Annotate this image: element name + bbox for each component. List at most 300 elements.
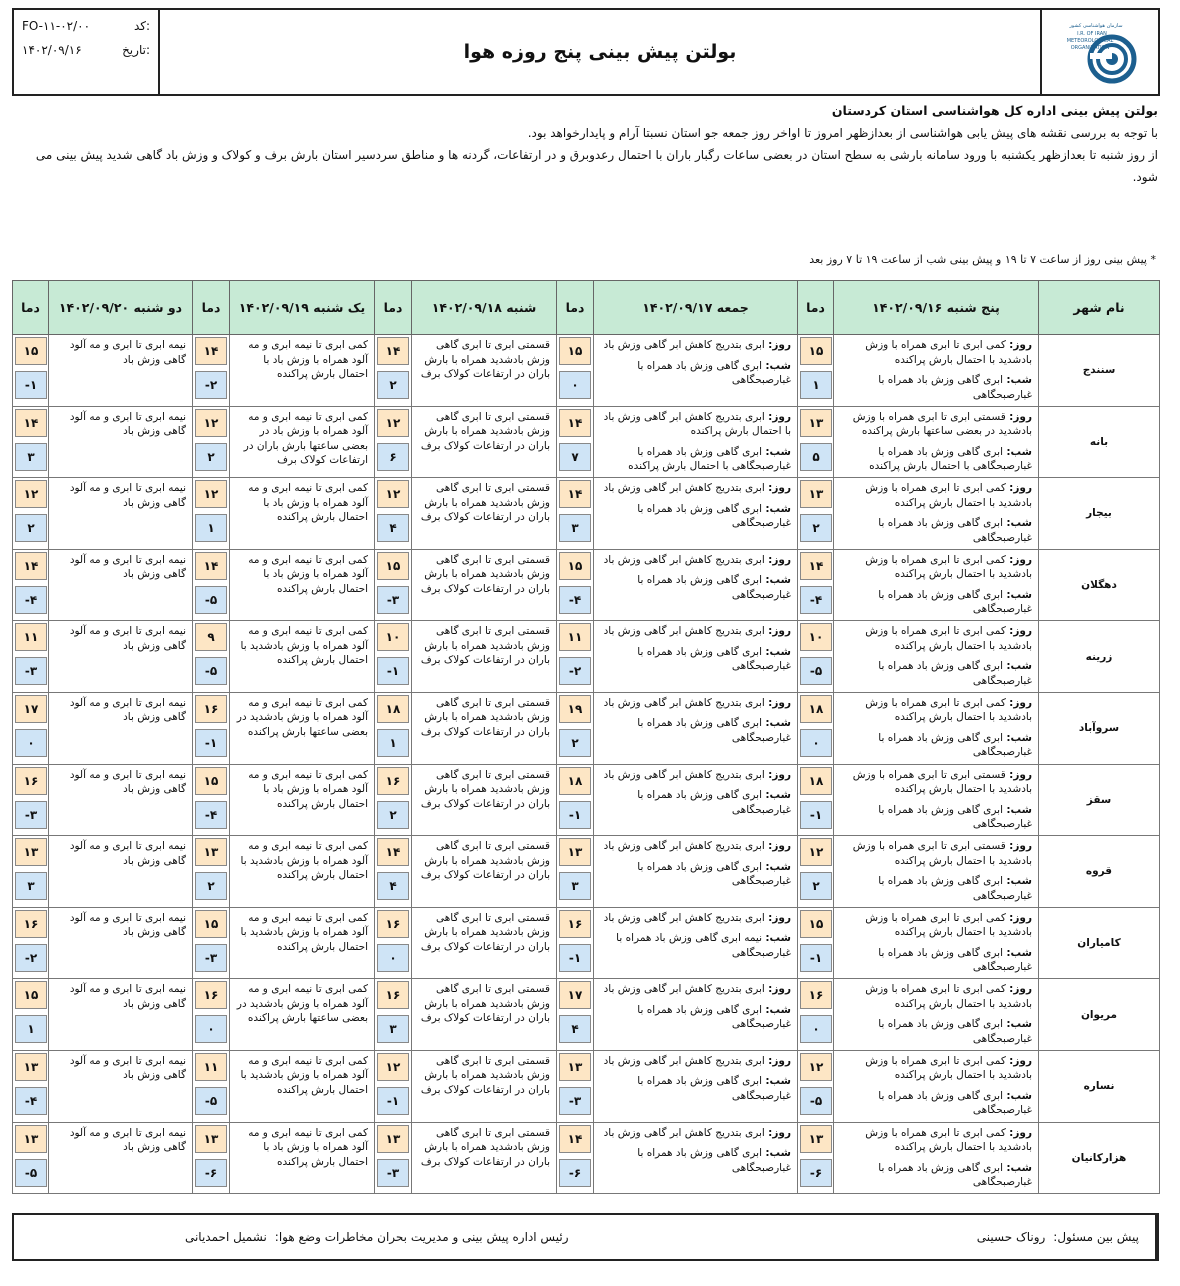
night-forecast — [838, 1017, 1032, 1046]
min-temperature: ۳ — [559, 872, 591, 900]
forecast-description: قسمتی ابری تا ابری گاهی وزش بادشدید همراه با بارش باران در ارتفاعات کولاک برف — [412, 1122, 557, 1194]
temperature-cell — [193, 335, 230, 407]
min-temperature: -۶ — [800, 1159, 832, 1187]
forecast-description — [834, 764, 1039, 836]
day-label: روز: — [768, 625, 791, 638]
max-temperature: ۱۶ — [195, 695, 227, 723]
night-forecast-text: ابری گاهی وزش باد همراه با غبارصبحگاهی — [637, 359, 791, 386]
max-temperature: ۱۵ — [800, 910, 832, 938]
day-forecast-text: ابری بتدریج کاهش ابر گاهی وزش باد — [603, 482, 765, 495]
day-forecast-text: قسمتی ابری تا ابری همراه با وزش بادشدید با احتمال بارش پراکنده — [852, 840, 1032, 867]
day-forecast-text: قسمتی ابری تا ابری همراه با وزش بادشدید با احتمال بارش پراکنده — [852, 768, 1032, 796]
table-row — [13, 478, 1160, 550]
min-temperature: -۱ — [800, 944, 832, 972]
day-label: روز: — [768, 911, 791, 924]
max-temperature: ۱۲ — [195, 409, 227, 437]
night-label: شب: — [1006, 517, 1032, 530]
min-temperature: ۲ — [800, 872, 832, 900]
day-label: روز: — [1009, 625, 1032, 638]
temperature-cell — [375, 1050, 412, 1122]
table-row — [13, 1122, 1160, 1194]
forecast-description: نیمه ابری تا ابری و مه آلود گاهی وزش باد — [49, 1050, 193, 1122]
max-temperature: ۱۵ — [195, 767, 227, 795]
day-label: روز: — [1009, 410, 1032, 423]
day-label: روز: — [768, 840, 791, 853]
max-temperature: ۱۴ — [559, 409, 591, 437]
forecast-description: کمی ابری تا نیمه ابری و مه آلود همراه با وزش باد با احتمال بارش پراکنده — [230, 335, 375, 407]
forecast-description: کمی ابری تا نیمه ابری و مه آلود همراه با وزش بادشدید در بعضی ساعتها بارش پراکنده — [230, 692, 375, 764]
temperature-cell — [557, 335, 594, 407]
max-temperature: ۱۶ — [377, 910, 409, 938]
day-forecast-text: ابری بتدریج کاهش ابر گاهی وزش باد — [603, 553, 765, 566]
max-temperature: ۱۲ — [15, 480, 47, 508]
night-label: شب: — [765, 932, 791, 945]
temperature-cell — [375, 836, 412, 908]
min-temperature: ۰ — [15, 729, 47, 757]
forecast-description: قسمتی ابری تا ابری گاهی وزش بادشدید همراه با بارش باران در ارتفاعات کولاک برف — [412, 836, 557, 908]
day-forecast-text: کمی ابری تا ابری همراه با وزش بادشدید با احتمال بارش پراکنده — [865, 625, 1032, 652]
day-forecast-text: ابری بتدریج کاهش ابر گاهی وزش باد با احتمال بارش پراکنده — [603, 410, 791, 438]
forecast-description — [594, 1050, 798, 1122]
forecast-description: نیمه ابری تا ابری و مه آلود گاهی وزش باد — [49, 907, 193, 979]
max-temperature: ۱۶ — [15, 910, 47, 938]
temperature-cell — [193, 549, 230, 621]
max-temperature: ۹ — [195, 623, 227, 651]
night-forecast-text: ابری گاهی وزش باد همراه با غبارصبحگاهی — [637, 645, 791, 673]
min-temperature: -۵ — [800, 1087, 832, 1115]
temperature-cell — [375, 1122, 412, 1194]
min-temperature: -۳ — [377, 1159, 409, 1187]
day-forecast — [838, 624, 1032, 653]
forecaster-name: روناک حسینی — [976, 1230, 1046, 1244]
max-temperature: ۱۴ — [195, 552, 227, 580]
night-forecast — [598, 1003, 791, 1032]
min-temperature: -۳ — [195, 944, 227, 972]
max-temperature: ۱۴ — [800, 552, 832, 580]
chief-label: رئیس اداره پیش بینی و مدیریت بحران مخاطرات وضع هوا: — [274, 1230, 569, 1244]
night-forecast-text: ابری گاهی وزش باد همراه با غبارصبحگاهی — [878, 803, 1032, 831]
signature-block — [12, 1213, 1159, 1261]
forecast-description: کمی ابری تا نیمه ابری و مه آلود همراه با وزش باد با احتمال بارش پراکنده — [230, 764, 375, 836]
forecast-description: نیمه ابری تا ابری و مه آلود گاهی وزش باد — [49, 1122, 193, 1194]
max-temperature: ۱۴ — [377, 337, 409, 365]
temperature-cell — [375, 549, 412, 621]
day-label: روز: — [1009, 553, 1032, 566]
summary-paragraph-1: با توجه به بررسی نقشه های پیش یابی هواشناسی از بعدازظهر امروز تا اواخر روز جمعه جو استان نسبتا آرام و پایدارخواهد بود. — [527, 126, 1158, 140]
night-forecast — [598, 860, 791, 889]
city-name: سنندج — [1039, 335, 1160, 407]
min-temperature: -۵ — [195, 586, 227, 614]
max-temperature: ۱۹ — [559, 695, 591, 723]
day-forecast — [598, 481, 791, 496]
min-temperature: ۲ — [15, 514, 47, 542]
temperature-cell — [375, 406, 412, 478]
day-forecast-text: کمی ابری تا ابری همراه با وزش بادشدید با احتمال بارش پراکنده — [865, 983, 1032, 1010]
max-temperature: ۱۴ — [195, 337, 227, 365]
night-label: شب: — [1006, 803, 1032, 816]
temperature-cell — [193, 406, 230, 478]
night-label: شب: — [765, 717, 791, 730]
night-forecast — [598, 573, 791, 602]
night-label: شب: — [1006, 731, 1032, 744]
min-temperature: -۱ — [377, 657, 409, 685]
city-name: کامیاران — [1039, 907, 1160, 979]
day-header: یک شنبه ۱۴۰۲/۰۹/۱۹ — [230, 281, 375, 335]
min-temperature: ۰ — [559, 371, 591, 399]
min-temperature: ۱ — [377, 729, 409, 757]
temperature-cell — [798, 907, 834, 979]
forecast-description — [594, 692, 798, 764]
forecast-description: نیمه ابری تا ابری و مه آلود گاهی وزش باد — [49, 478, 193, 550]
temperature-cell — [13, 335, 49, 407]
temp-header: دما — [13, 281, 49, 335]
night-forecast-text: ابری گاهی وزش باد همراه با غبارصبحگاهی با احتمال بارش پراکنده — [869, 445, 1032, 473]
night-label: شب: — [765, 1075, 791, 1088]
day-forecast — [838, 768, 1032, 797]
temperature-cell — [13, 764, 49, 836]
temperature-cell — [375, 335, 412, 407]
city-name: سقز — [1039, 764, 1160, 836]
forecast-description: کمی ابری تا نیمه ابری و مه آلود همراه با وزش باد با احتمال بارش پراکنده — [230, 1122, 375, 1194]
day-label: روز: — [1009, 482, 1032, 495]
date-value: ۱۴۰۲/۰۹/۱۶ — [22, 43, 82, 57]
night-label: شب: — [765, 574, 791, 587]
svg-text:سازمان هواشناسی کشور: سازمان هواشناسی کشور — [1069, 23, 1123, 29]
forecast-description — [594, 549, 798, 621]
max-temperature: ۱۳ — [559, 838, 591, 866]
forecast-description: کمی ابری تا نیمه ابری و مه آلود همراه با وزش بادشدید در بعضی ساعتها بارش پراکنده — [230, 979, 375, 1051]
day-forecast — [838, 839, 1032, 868]
day-forecast-text: کمی ابری تا ابری همراه با وزش بادشدید با احتمال بارش پراکنده — [865, 696, 1032, 724]
meteorological-organization-logo — [1040, 10, 1158, 94]
night-label: شب: — [1006, 1018, 1032, 1031]
day-label: روز: — [768, 410, 791, 423]
temperature-cell — [798, 979, 834, 1051]
day-forecast-text: ابری بتدریج کاهش ابر گاهی وزش باد — [603, 1054, 765, 1067]
min-temperature: -۳ — [15, 657, 47, 685]
day-forecast-text: کمی ابری تا ابری همراه با وزش بادشدید با احتمال بارش پراکنده — [865, 1054, 1032, 1082]
temperature-cell — [375, 907, 412, 979]
forecast-description: قسمتی ابری تا ابری گاهی وزش بادشدید همراه با بارش باران در ارتفاعات کولاک برف — [412, 764, 557, 836]
max-temperature: ۱۵ — [377, 552, 409, 580]
day-forecast — [598, 624, 791, 639]
night-forecast — [838, 516, 1032, 545]
city-name: دهگلان — [1039, 549, 1160, 621]
max-temperature: ۱۴ — [377, 838, 409, 866]
night-label: شب: — [765, 1147, 791, 1160]
night-forecast — [598, 359, 791, 388]
min-temperature: -۴ — [15, 586, 47, 614]
night-forecast — [838, 803, 1032, 832]
min-temperature: ۰ — [800, 1015, 832, 1043]
min-temperature: -۴ — [559, 586, 591, 614]
night-label: شب: — [765, 502, 791, 515]
night-forecast-text: ابری گاهی وزش باد همراه با غبارصبحگاهی — [878, 517, 1032, 544]
forecast-description: کمی ابری تا نیمه ابری و مه آلود همراه با وزش بادشدید با احتمال بارش پراکنده — [230, 907, 375, 979]
table-header-row — [13, 281, 1160, 335]
day-header: دو شنبه ۱۴۰۲/۰۹/۲۰ — [49, 281, 193, 335]
forecast-description — [594, 406, 798, 478]
min-temperature: -۳ — [15, 801, 47, 829]
temperature-cell — [557, 1050, 594, 1122]
forecast-description: نیمه ابری تا ابری و مه آلود گاهی وزش باد — [49, 335, 193, 407]
temperature-cell — [13, 907, 49, 979]
forecast-description: نیمه ابری تا ابری و مه آلود گاهی وزش باد — [49, 764, 193, 836]
forecast-time-footnote: * پیش بینی روز از ساعت ۷ تا ۱۹ و پیش بینی شب از ساعت ۱۹ تا ۷ روز بعد — [809, 253, 1156, 266]
temperature-cell — [375, 764, 412, 836]
forecast-description — [834, 692, 1039, 764]
night-forecast — [838, 946, 1032, 975]
temperature-cell — [13, 1122, 49, 1194]
temp-header: دما — [193, 281, 230, 335]
temperature-cell — [13, 1050, 49, 1122]
temperature-cell — [193, 1122, 230, 1194]
max-temperature: ۱۳ — [15, 838, 47, 866]
max-temperature: ۱۸ — [559, 767, 591, 795]
temperature-cell — [798, 621, 834, 693]
forecast-description: کمی ابری تا نیمه ابری و مه آلود همراه با وزش بادشدید با احتمال بارش پراکنده — [230, 1050, 375, 1122]
night-label: شب: — [1006, 946, 1032, 959]
temperature-cell — [557, 478, 594, 550]
min-temperature: -۵ — [800, 657, 832, 685]
max-temperature: ۱۵ — [15, 337, 47, 365]
max-temperature: ۱۳ — [800, 480, 832, 508]
night-forecast-text: ابری گاهی وزش باد همراه با غبارصبحگاهی — [878, 731, 1032, 759]
summary-title: بولتن پیش بینی اداره کل هواشناسی استان کردستان — [831, 103, 1158, 118]
max-temperature: ۱۴ — [15, 409, 47, 437]
city-header: نام شهر — [1039, 281, 1160, 335]
min-temperature: ۲ — [800, 514, 832, 542]
logo-icon — [1050, 17, 1150, 87]
night-label: شب: — [1006, 588, 1032, 601]
temperature-cell — [557, 979, 594, 1051]
temperature-cell — [13, 836, 49, 908]
date-label: تاریخ: — [122, 43, 150, 57]
min-temperature: -۵ — [15, 1159, 47, 1187]
forecast-description: نیمه ابری تا ابری و مه آلود گاهی وزش باد — [49, 549, 193, 621]
max-temperature: ۱۷ — [15, 695, 47, 723]
night-forecast-text: ابری گاهی وزش باد همراه با غبارصبحگاهی — [878, 660, 1032, 687]
summary-paragraph-2: از روز شنبه تا بعدازظهر یکشنبه با ورود سامانه بارشی به سطح استان در بعضی ساعات رگبار باران با احتمال رعدوبرق و در ارتفاعات، گردنه ها و مناطق سردسیر استان بارش برف و کولاک و وزش باد گاهی شدید پیش بینی می شود. — [35, 148, 1158, 184]
temperature-cell — [557, 764, 594, 836]
temperature-cell — [193, 1050, 230, 1122]
night-label: شب: — [765, 860, 791, 873]
night-label: شب: — [765, 359, 791, 372]
day-forecast — [838, 1126, 1032, 1155]
day-forecast-text: ابری بتدریج کاهش ابر گاهی وزش باد — [603, 983, 765, 996]
night-forecast-text: ابری گاهی وزش باد همراه با غبارصبحگاهی — [637, 1075, 791, 1102]
forecast-description — [834, 979, 1039, 1051]
min-temperature: ۰ — [377, 944, 409, 972]
min-temperature: ۳ — [559, 514, 591, 542]
max-temperature: ۱۳ — [195, 838, 227, 866]
svg-text:ORGANIZATION: ORGANIZATION — [1070, 45, 1110, 51]
day-label: روز: — [1009, 1054, 1032, 1067]
temperature-cell — [375, 692, 412, 764]
max-temperature: ۱۲ — [377, 1053, 409, 1081]
temperature-cell — [557, 406, 594, 478]
temperature-cell — [798, 692, 834, 764]
night-label: شب: — [1006, 374, 1032, 386]
temperature-cell — [557, 907, 594, 979]
day-forecast — [598, 982, 791, 997]
night-forecast-text: ابری گاهی وزش باد همراه با غبارصبحگاهی — [878, 875, 1032, 902]
temperature-cell — [557, 1122, 594, 1194]
night-label: شب: — [765, 789, 791, 802]
min-temperature: ۷ — [559, 443, 591, 471]
day-label: روز: — [768, 1054, 791, 1067]
min-temperature: ۳ — [15, 443, 47, 471]
day-label: روز: — [768, 983, 791, 996]
temperature-cell — [798, 549, 834, 621]
chief-signature — [14, 1215, 585, 1259]
night-label: شب: — [1006, 445, 1032, 458]
night-forecast — [838, 731, 1032, 760]
day-label: روز: — [1009, 911, 1032, 924]
day-forecast-text: ابری بتدریج کاهش ابر گاهی وزش باد — [603, 911, 765, 924]
night-label: شب: — [765, 1003, 791, 1016]
min-temperature: -۳ — [559, 1087, 591, 1115]
min-temperature: ۳ — [377, 1015, 409, 1043]
forecast-description — [834, 335, 1039, 407]
day-forecast-text: ابری بتدریج کاهش ابر گاهی وزش باد — [603, 1126, 765, 1139]
code-value: FO-۱۱-۰۲/۰۰ — [22, 19, 91, 33]
min-temperature: -۱ — [800, 801, 832, 829]
temperature-cell — [13, 406, 49, 478]
day-forecast-text: کمی ابری تا ابری همراه با وزش بادشدید با احتمال بارش پراکنده — [865, 1126, 1032, 1154]
table-row — [13, 907, 1160, 979]
max-temperature: ۱۰ — [377, 623, 409, 651]
day-label: روز: — [768, 1126, 791, 1139]
day-forecast — [838, 481, 1032, 510]
temperature-cell — [375, 979, 412, 1051]
min-temperature: ۱ — [800, 371, 832, 399]
temp-header: دما — [557, 281, 594, 335]
forecast-summary — [16, 100, 1158, 188]
max-temperature: ۱۵ — [559, 337, 591, 365]
min-temperature: -۲ — [15, 944, 47, 972]
min-temperature: -۶ — [559, 1159, 591, 1187]
min-temperature: ۶ — [377, 443, 409, 471]
table-row — [13, 1050, 1160, 1122]
max-temperature: ۱۵ — [15, 981, 47, 1009]
temperature-cell — [193, 478, 230, 550]
day-label: روز: — [1009, 983, 1032, 996]
forecast-description: قسمتی ابری تا ابری گاهی وزش بادشدید همراه با بارش باران در ارتفاعات کولاک برف — [412, 621, 557, 693]
forecast-description: نیمه ابری تا ابری و مه آلود گاهی وزش باد — [49, 406, 193, 478]
day-label: روز: — [768, 768, 791, 781]
forecast-description — [594, 621, 798, 693]
max-temperature: ۱۲ — [800, 838, 832, 866]
forecast-description — [594, 764, 798, 836]
day-forecast-text: ابری بتدریج کاهش ابر گاهی وزش باد — [603, 840, 765, 853]
min-temperature: ۴ — [377, 872, 409, 900]
forecast-description: نیمه ابری تا ابری و مه آلود گاهی وزش باد — [49, 621, 193, 693]
night-forecast-text: ابری گاهی وزش باد همراه با غبارصبحگاهی — [878, 1089, 1032, 1117]
max-temperature: ۱۳ — [195, 1125, 227, 1153]
max-temperature: ۱۶ — [15, 767, 47, 795]
forecast-description: نیمه ابری تا ابری و مه آلود گاهی وزش باد — [49, 836, 193, 908]
night-forecast — [598, 445, 791, 474]
day-forecast — [598, 410, 791, 439]
day-forecast — [838, 553, 1032, 582]
day-forecast-text: ابری بتدریج کاهش ابر گاهی وزش باد — [603, 696, 765, 709]
night-forecast — [838, 874, 1032, 903]
temperature-cell — [557, 549, 594, 621]
forecast-description — [834, 1122, 1039, 1194]
night-forecast — [598, 1074, 791, 1103]
day-forecast-text: کمی ابری تا ابری همراه با وزش بادشدید با احتمال بارش پراکنده — [865, 911, 1032, 939]
city-name: قروه — [1039, 836, 1160, 908]
night-forecast — [838, 659, 1032, 688]
forecast-description: نیمه ابری تا ابری و مه آلود گاهی وزش باد — [49, 692, 193, 764]
day-forecast — [838, 338, 1032, 367]
min-temperature: -۴ — [195, 801, 227, 829]
table-row — [13, 549, 1160, 621]
max-temperature: ۱۲ — [377, 409, 409, 437]
max-temperature: ۱۳ — [15, 1053, 47, 1081]
forecast-description — [834, 836, 1039, 908]
forecast-description — [594, 1122, 798, 1194]
forecast-description: کمی ابری تا نیمه ابری و مه آلود همراه با وزش بادشدید با احتمال بارش پراکنده — [230, 836, 375, 908]
day-label: روز: — [768, 696, 791, 709]
city-name: مریوان — [1039, 979, 1160, 1051]
forecast-description — [594, 979, 798, 1051]
max-temperature: ۱۴ — [15, 552, 47, 580]
day-label: روز: — [768, 553, 791, 566]
night-forecast — [838, 1161, 1032, 1190]
svg-text:I.R. OF IRAN: I.R. OF IRAN — [1077, 31, 1107, 37]
max-temperature: ۱۱ — [15, 623, 47, 651]
forecast-description — [594, 478, 798, 550]
night-label: شب: — [765, 445, 791, 458]
temperature-cell — [798, 1050, 834, 1122]
city-name: هزارکانیان — [1039, 1122, 1160, 1194]
forecast-description: قسمتی ابری تا ابری گاهی وزش بادشدید همراه با بارش باران در ارتفاعات کولاک برف — [412, 979, 557, 1051]
max-temperature: ۱۱ — [559, 623, 591, 651]
city-name: بیجار — [1039, 478, 1160, 550]
min-temperature: ۱ — [195, 514, 227, 542]
forecaster-signature — [585, 1215, 1158, 1259]
max-temperature: ۱۴ — [559, 1125, 591, 1153]
min-temperature: ۰ — [195, 1015, 227, 1043]
city-name: سروآباد — [1039, 692, 1160, 764]
night-label: شب: — [1006, 1089, 1032, 1102]
max-temperature: ۱۶ — [377, 767, 409, 795]
code-label: کد: — [133, 19, 150, 33]
night-forecast — [598, 502, 791, 531]
min-temperature: ۲ — [559, 729, 591, 757]
table-row — [13, 764, 1160, 836]
table-row — [13, 406, 1160, 478]
table-row — [13, 836, 1160, 908]
table-row — [13, 335, 1160, 407]
temperature-cell — [375, 621, 412, 693]
table-row — [13, 621, 1160, 693]
forecast-description — [834, 549, 1039, 621]
forecast-description: قسمتی ابری تا ابری گاهی وزش بادشدید همراه با بارش باران در ارتفاعات کولاک برف — [412, 549, 557, 621]
table-row — [13, 692, 1160, 764]
forecast-description: قسمتی ابری تا ابری گاهی وزش بادشدید همراه با بارش باران در ارتفاعات کولاک برف — [412, 478, 557, 550]
forecast-table — [12, 280, 1160, 1194]
max-temperature: ۱۵ — [559, 552, 591, 580]
day-forecast-text: کمی ابری تا ابری همراه با وزش بادشدید با احتمال بارش پراکنده — [865, 339, 1032, 366]
min-temperature: -۱ — [195, 729, 227, 757]
night-forecast — [838, 1089, 1032, 1118]
day-label: روز: — [1009, 1126, 1032, 1139]
max-temperature: ۱۶ — [377, 981, 409, 1009]
forecast-description — [834, 478, 1039, 550]
